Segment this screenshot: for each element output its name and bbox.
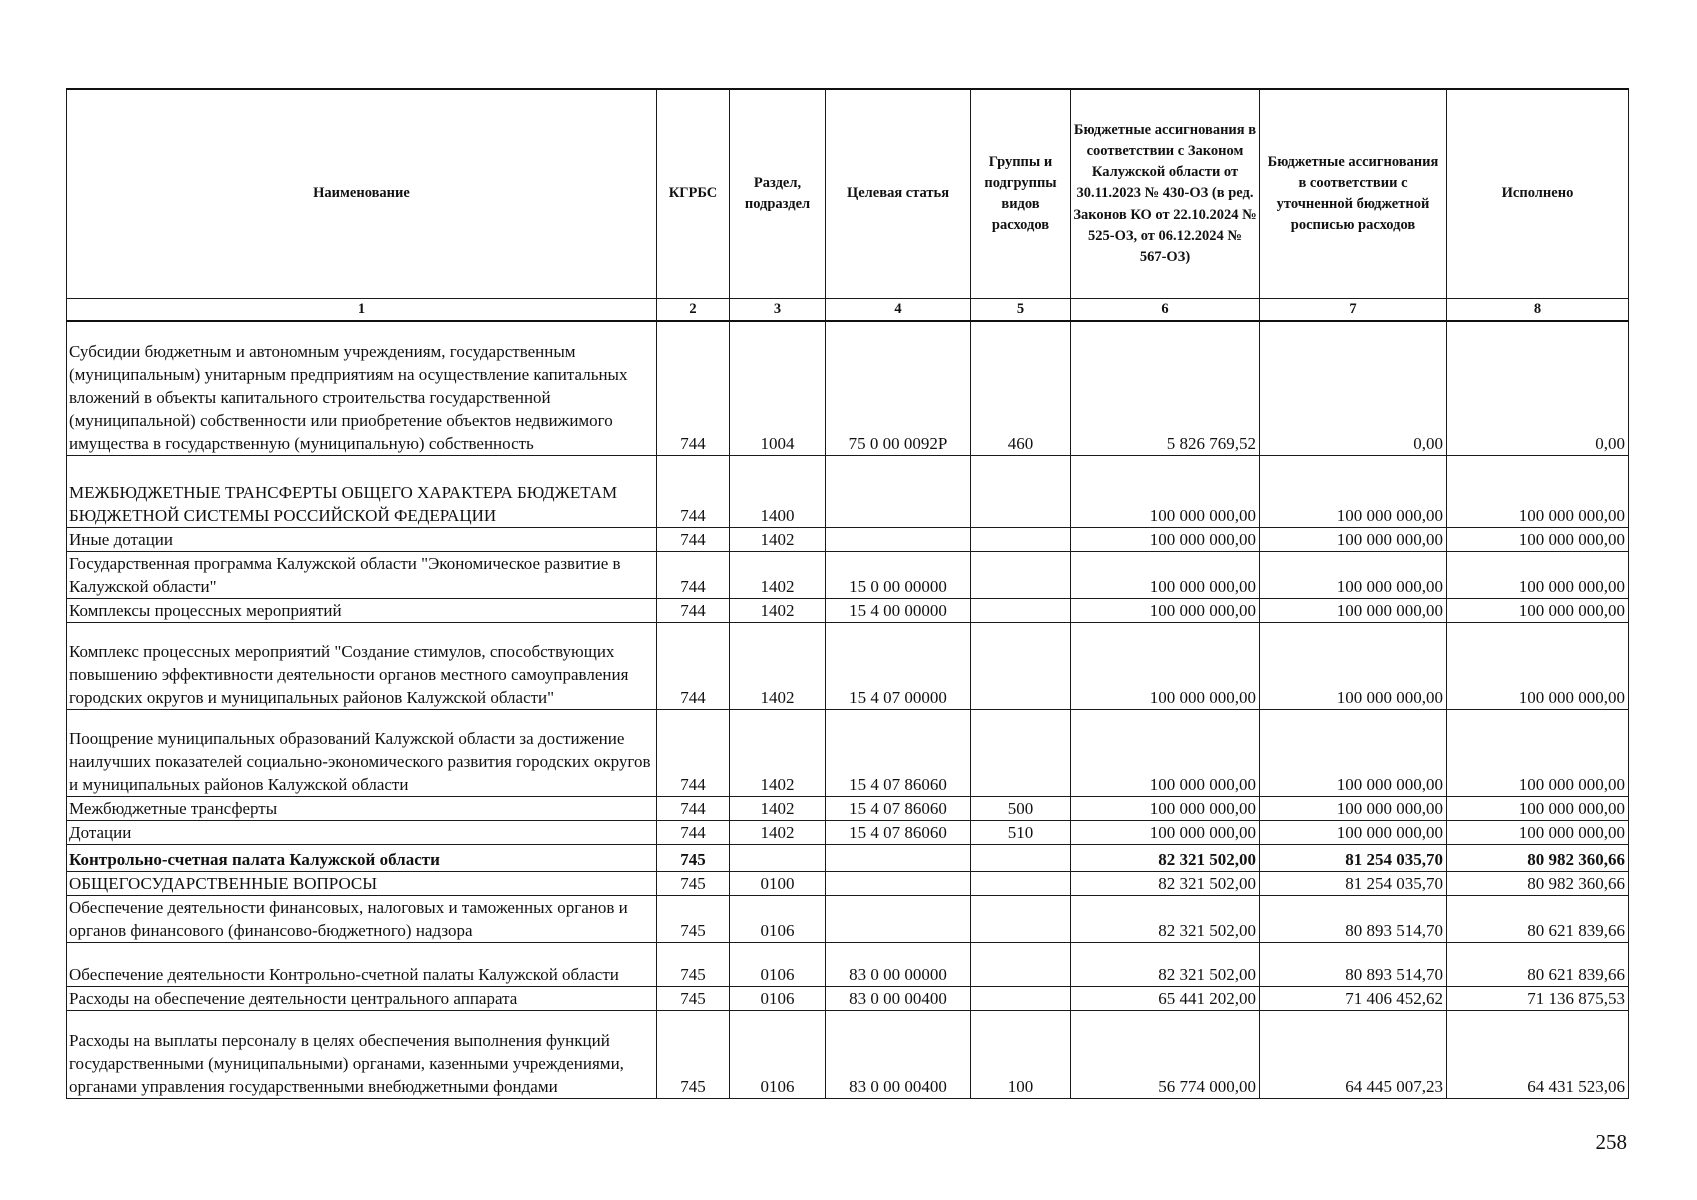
row-razdel (730, 844, 826, 871)
row-name: Межбюджетные трансферты (67, 796, 657, 820)
row-name: Дотации (67, 820, 657, 844)
row-razdel: 1402 (730, 622, 826, 709)
row-law-allocation: 100 000 000,00 (1071, 820, 1260, 844)
row-kgrbs: 744 (657, 598, 730, 622)
row-executed: 100 000 000,00 (1447, 796, 1629, 820)
row-executed: 100 000 000,00 (1447, 598, 1629, 622)
row-law-allocation: 56 774 000,00 (1071, 1010, 1260, 1098)
row-name: Иные дотации (67, 527, 657, 551)
row-name: Государственная программа Калужской области "Экономическое развитие в Калужской области" (67, 551, 657, 598)
column-number: 1 (67, 299, 657, 322)
column-number: 4 (826, 299, 971, 322)
row-target-article: 15 4 00 00000 (826, 598, 971, 622)
row-name: Расходы на обеспечение деятельности центрального аппарата (67, 986, 657, 1010)
table-row (67, 796, 1629, 820)
row-razdel: 1402 (730, 527, 826, 551)
column-number: 2 (657, 299, 730, 322)
row-kgrbs: 745 (657, 986, 730, 1010)
row-executed: 100 000 000,00 (1447, 622, 1629, 709)
row-expense-group: 500 (971, 796, 1071, 820)
row-executed: 80 621 839,66 (1447, 895, 1629, 942)
row-rospis-allocation: 64 445 007,23 (1260, 1010, 1447, 1098)
row-razdel: 1004 (730, 321, 826, 455)
row-executed: 100 000 000,00 (1447, 709, 1629, 796)
row-target-article: 15 4 07 86060 (826, 709, 971, 796)
row-name: Субсидии бюджетным и автономным учреждениям, государственным (муниципальным) унитарным предприятиям на осуществление капитальных вложений в объекты капитального строительства государственной (муниципальной) собственности или приобретение объектов недвижимого имущества в государственную (муниципальную) собственность (67, 321, 657, 455)
row-law-allocation: 100 000 000,00 (1071, 527, 1260, 551)
row-executed: 100 000 000,00 (1447, 551, 1629, 598)
row-expense-group (971, 942, 1071, 986)
row-rospis-allocation: 71 406 452,62 (1260, 986, 1447, 1010)
column-header-executed: Исполнено (1447, 89, 1629, 299)
row-kgrbs: 744 (657, 820, 730, 844)
row-target-article: 15 4 07 86060 (826, 820, 971, 844)
page-number: 258 (1595, 1130, 1627, 1154)
column-number: 7 (1260, 299, 1447, 322)
row-name: Комплексы процессных мероприятий (67, 598, 657, 622)
row-expense-group (971, 871, 1071, 895)
table-row (67, 622, 1629, 709)
row-rospis-allocation: 100 000 000,00 (1260, 598, 1447, 622)
row-kgrbs: 744 (657, 455, 730, 527)
row-expense-group: 510 (971, 820, 1071, 844)
row-kgrbs: 745 (657, 844, 730, 871)
row-executed: 80 982 360,66 (1447, 844, 1629, 871)
row-razdel: 0106 (730, 942, 826, 986)
row-target-article: 83 0 00 00400 (826, 986, 971, 1010)
row-target-article: 83 0 00 00400 (826, 1010, 971, 1098)
table-row (67, 942, 1629, 986)
row-law-allocation: 100 000 000,00 (1071, 455, 1260, 527)
row-razdel: 1400 (730, 455, 826, 527)
row-executed: 71 136 875,53 (1447, 986, 1629, 1010)
row-expense-group: 100 (971, 1010, 1071, 1098)
row-expense-group: 460 (971, 321, 1071, 455)
row-target-article: 15 4 07 86060 (826, 796, 971, 820)
table-row (67, 871, 1629, 895)
row-kgrbs: 744 (657, 709, 730, 796)
row-law-allocation: 82 321 502,00 (1071, 871, 1260, 895)
table-body (67, 321, 1629, 1098)
row-law-allocation: 100 000 000,00 (1071, 796, 1260, 820)
row-executed: 80 982 360,66 (1447, 871, 1629, 895)
row-executed: 100 000 000,00 (1447, 820, 1629, 844)
table-row (67, 455, 1629, 527)
row-kgrbs: 744 (657, 622, 730, 709)
row-name: МЕЖБЮДЖЕТНЫЕ ТРАНСФЕРТЫ ОБЩЕГО ХАРАКТЕРА БЮДЖЕТАМ БЮДЖЕТНОЙ СИСТЕМЫ РОССИЙСКОЙ ФЕДЕРАЦИИ (67, 455, 657, 527)
row-razdel: 1402 (730, 709, 826, 796)
row-rospis-allocation: 80 893 514,70 (1260, 942, 1447, 986)
row-kgrbs: 745 (657, 871, 730, 895)
row-rospis-allocation: 100 000 000,00 (1260, 455, 1447, 527)
row-kgrbs: 745 (657, 1010, 730, 1098)
row-executed: 80 621 839,66 (1447, 942, 1629, 986)
row-law-allocation: 82 321 502,00 (1071, 942, 1260, 986)
column-header-target-article: Целевая статья (826, 89, 971, 299)
row-name: Обеспечение деятельности финансовых, налоговых и таможенных органов и органов финансового (финансово-бюджетного) надзора (67, 895, 657, 942)
budget-table (66, 88, 1629, 1099)
row-target-article (826, 527, 971, 551)
column-header-expense-groups: Группы и подгруппы видов расходов (971, 89, 1071, 299)
row-kgrbs: 744 (657, 321, 730, 455)
row-expense-group (971, 709, 1071, 796)
row-target-article (826, 455, 971, 527)
column-number: 8 (1447, 299, 1629, 322)
row-expense-group (971, 895, 1071, 942)
column-number: 3 (730, 299, 826, 322)
row-name: ОБЩЕГОСУДАРСТВЕННЫЕ ВОПРОСЫ (67, 871, 657, 895)
row-target-article: 15 0 00 00000 (826, 551, 971, 598)
table-row (67, 986, 1629, 1010)
row-expense-group (971, 844, 1071, 871)
row-rospis-allocation: 100 000 000,00 (1260, 820, 1447, 844)
row-name: Расходы на выплаты персоналу в целях обеспечения выполнения функций государственными (муниципальными) органами, казенными учреждениями, органами управления государственными внебюджетными фондами (67, 1010, 657, 1098)
row-rospis-allocation: 100 000 000,00 (1260, 796, 1447, 820)
table-row (67, 820, 1629, 844)
row-razdel: 1402 (730, 820, 826, 844)
row-target-article (826, 895, 971, 942)
row-executed: 100 000 000,00 (1447, 527, 1629, 551)
column-header-razdel: Раздел, подраздел (730, 89, 826, 299)
table-row (67, 598, 1629, 622)
table-row (67, 895, 1629, 942)
row-razdel: 0106 (730, 986, 826, 1010)
row-name: Комплекс процессных мероприятий "Создание стимулов, способствующих повышению эффективности деятельности органов местного самоуправления городских округов и муниципальных районов Калужской области" (67, 622, 657, 709)
row-razdel: 1402 (730, 551, 826, 598)
row-expense-group (971, 527, 1071, 551)
row-target-article (826, 871, 971, 895)
row-expense-group (971, 986, 1071, 1010)
row-executed: 64 431 523,06 (1447, 1010, 1629, 1098)
row-law-allocation: 100 000 000,00 (1071, 622, 1260, 709)
row-razdel: 0106 (730, 1010, 826, 1098)
table-row (67, 709, 1629, 796)
column-header-law-allocations: Бюджетные ассигнования в соответствии с Законом Калужской области от 30.11.2023 № 430-ОЗ (в ред. Законов КО от 22.10.2024 № 525-ОЗ, от 06.12.2024 № 567-ОЗ) (1071, 89, 1260, 299)
row-name: Поощрение муниципальных образований Калужской области за достижение наилучших показателей социально-экономического развития городских округов и муниципальных районов Калужской области (67, 709, 657, 796)
row-razdel: 1402 (730, 598, 826, 622)
row-rospis-allocation: 100 000 000,00 (1260, 527, 1447, 551)
table-row (67, 1010, 1629, 1098)
row-target-article (826, 844, 971, 871)
row-law-allocation: 65 441 202,00 (1071, 986, 1260, 1010)
row-kgrbs: 744 (657, 551, 730, 598)
row-rospis-allocation: 100 000 000,00 (1260, 622, 1447, 709)
row-expense-group (971, 455, 1071, 527)
row-rospis-allocation: 80 893 514,70 (1260, 895, 1447, 942)
column-number: 5 (971, 299, 1071, 322)
row-razdel: 0106 (730, 895, 826, 942)
row-executed: 0,00 (1447, 321, 1629, 455)
row-kgrbs: 744 (657, 527, 730, 551)
row-executed: 100 000 000,00 (1447, 455, 1629, 527)
table-row (67, 321, 1629, 455)
table-row (67, 844, 1629, 871)
row-kgrbs: 745 (657, 895, 730, 942)
row-rospis-allocation: 100 000 000,00 (1260, 551, 1447, 598)
row-razdel: 1402 (730, 796, 826, 820)
table-row (67, 551, 1629, 598)
row-rospis-allocation: 100 000 000,00 (1260, 709, 1447, 796)
row-law-allocation: 100 000 000,00 (1071, 598, 1260, 622)
row-law-allocation: 82 321 502,00 (1071, 844, 1260, 871)
row-rospis-allocation: 81 254 035,70 (1260, 844, 1447, 871)
row-razdel: 0100 (730, 871, 826, 895)
row-kgrbs: 744 (657, 796, 730, 820)
column-header-rospis-allocations: Бюджетные ассигнования в соответствии с уточненной бюджетной росписью расходов (1260, 89, 1447, 299)
row-rospis-allocation: 81 254 035,70 (1260, 871, 1447, 895)
row-law-allocation: 82 321 502,00 (1071, 895, 1260, 942)
column-header-name: Наименование (67, 89, 657, 299)
row-expense-group (971, 551, 1071, 598)
row-name: Обеспечение деятельности Контрольно-счетной палаты Калужской области (67, 942, 657, 986)
table-row (67, 527, 1629, 551)
row-rospis-allocation: 0,00 (1260, 321, 1447, 455)
row-target-article: 83 0 00 00000 (826, 942, 971, 986)
column-header-kgrbs: КГРБС (657, 89, 730, 299)
row-law-allocation: 100 000 000,00 (1071, 709, 1260, 796)
row-expense-group (971, 598, 1071, 622)
row-target-article: 75 0 00 0092Р (826, 321, 971, 455)
row-target-article: 15 4 07 00000 (826, 622, 971, 709)
row-kgrbs: 745 (657, 942, 730, 986)
row-law-allocation: 5 826 769,52 (1071, 321, 1260, 455)
column-number: 6 (1071, 299, 1260, 322)
row-name: Контрольно-счетная палата Калужской области (67, 844, 657, 871)
row-law-allocation: 100 000 000,00 (1071, 551, 1260, 598)
row-expense-group (971, 622, 1071, 709)
